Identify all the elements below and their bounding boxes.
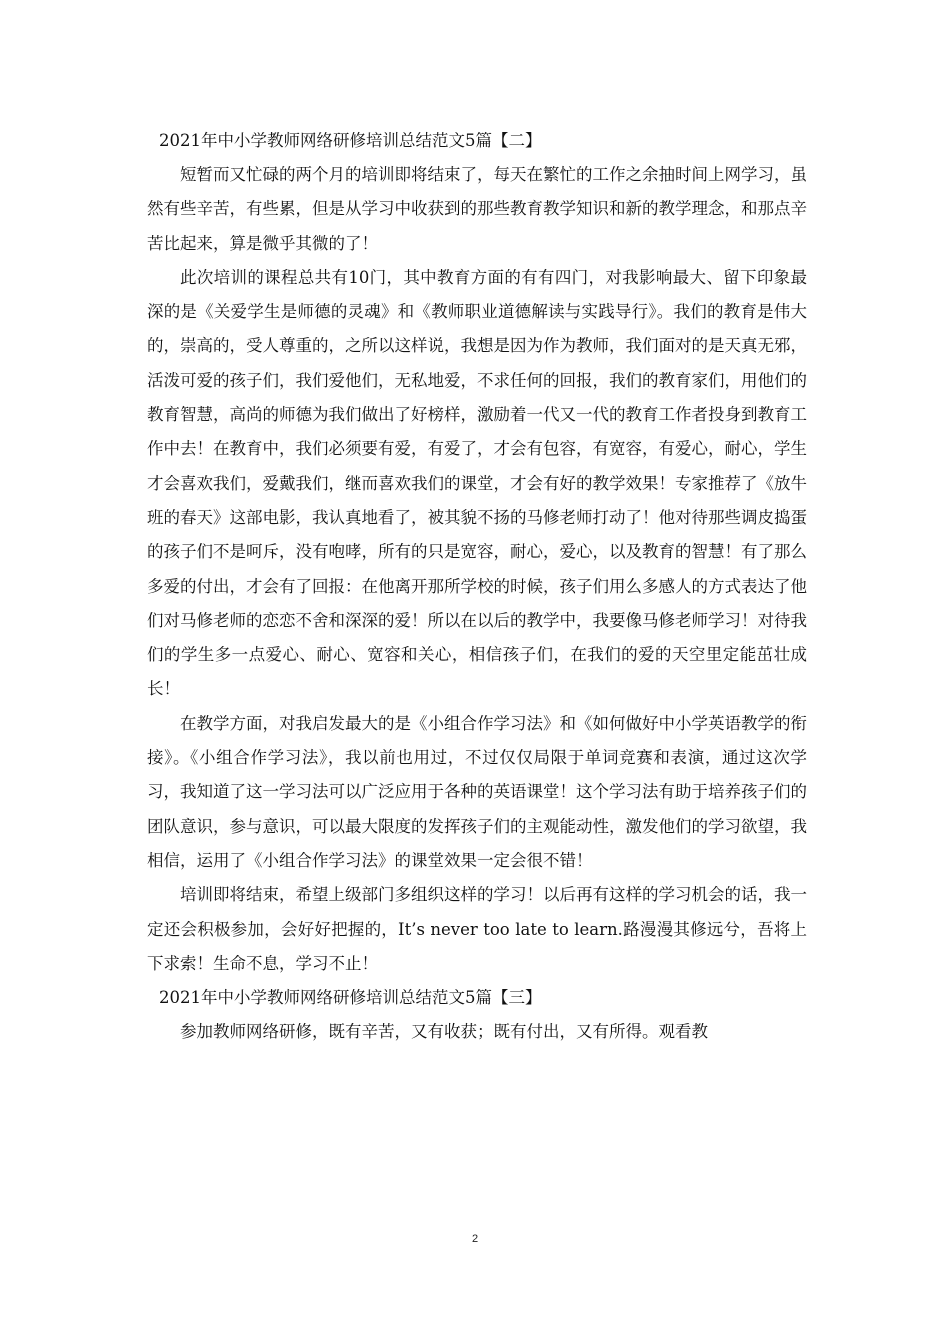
paragraph: 短暂而又忙碌的两个月的培训即将结束了，每天在繁忙的工作之余抽时间上网学习，虽然有些辛苦，有些累，但是从学习中收获到的那些教育教学知识和新的教学理念，和那点辛苦比起来，算是微乎其微的了！ [147, 165, 807, 253]
page-number: 2 [471, 1233, 479, 1245]
paragraph: 培训即将结束，希望上级部门多组织这样的学习！以后再有这样的学习机会的话，我一定还会积极参加，会好好把握的，It’s never too late to learn.路漫漫其修远兮，吾将上下求索！生命不息，学习不止！ [147, 885, 807, 973]
paragraph: 此次培训的课程总共有10门，其中教育方面的有有四门，对我影响最大、留下印象最深的是《关爱学生是师德的灵魂》和《教师职业道德解读与实践导行》。我们的教育是伟大的，崇高的，受人尊重的，之所以这样说，我想是因为作为教师，我们面对的是天真无邪，活泼可爱的孩子们，我们爱他们，无私地爱，不求任何的回报，我们的教育家们，用他们的教育智慧，高尚的师德为我们做出了好榜样，激励着一代又一代的教育工作者投身到教育工作中去！在教育中，我们必须要有爱，有爱了，才会有包容，有宽容，有爱心，耐心，学生才会喜欢我们，爱戴我们，继而喜欢我们的课堂，才会有好的教学效果！专家推荐了《放牛班的春天》这部电影，我认真地看了，被其貌不扬的马修老师打动了！他对待那些调皮捣蛋的孩子们不是呵斥，没有咆哮，所有的只是宽容，耐心，爱心，以及教育的智慧！有了那么多爱的付出，才会有了回报：在他离开那所学校的时候，孩子们用么多感人的方式表达了他们对马修老师的恋恋不舍和深深的爱！所以在以后的教学中，我要像马修老师学习！对待我们的学生多一点爱心、耐心、宽容和关心，相信孩子们，在我们的爱的天空里定能茁壮成长！ [147, 267, 807, 699]
paragraph: 参加教师网络研修，既有辛苦，又有收获；既有付出，又有所得。观看教 [180, 1022, 708, 1042]
document-body [147, 124, 807, 1049]
section-heading-3: 2021年中小学教师网络研修培训总结范文5篇【三】 [159, 988, 542, 1008]
section-heading-2: 2021年中小学教师网络研修培训总结范文5篇【二】 [159, 131, 542, 150]
paragraph: 在教学方面，对我启发最大的是《小组合作学习法》和《如何做好中小学英语教学的衔接》。《小组合作学习法》，我以前也用过，不过仅仅局限于单词竞赛和表演，通过这次学习，我知道了这一学习法可以广泛应用于各种的英语课堂！这个学习法有助于培养孩子们的团队意识，参与意识，可以最大限度的发挥孩子们的主观能动性，激发他们的学习欲望，我相信，运用了《小组合作学习法》的课堂效果一定会很不错！ [147, 713, 807, 870]
